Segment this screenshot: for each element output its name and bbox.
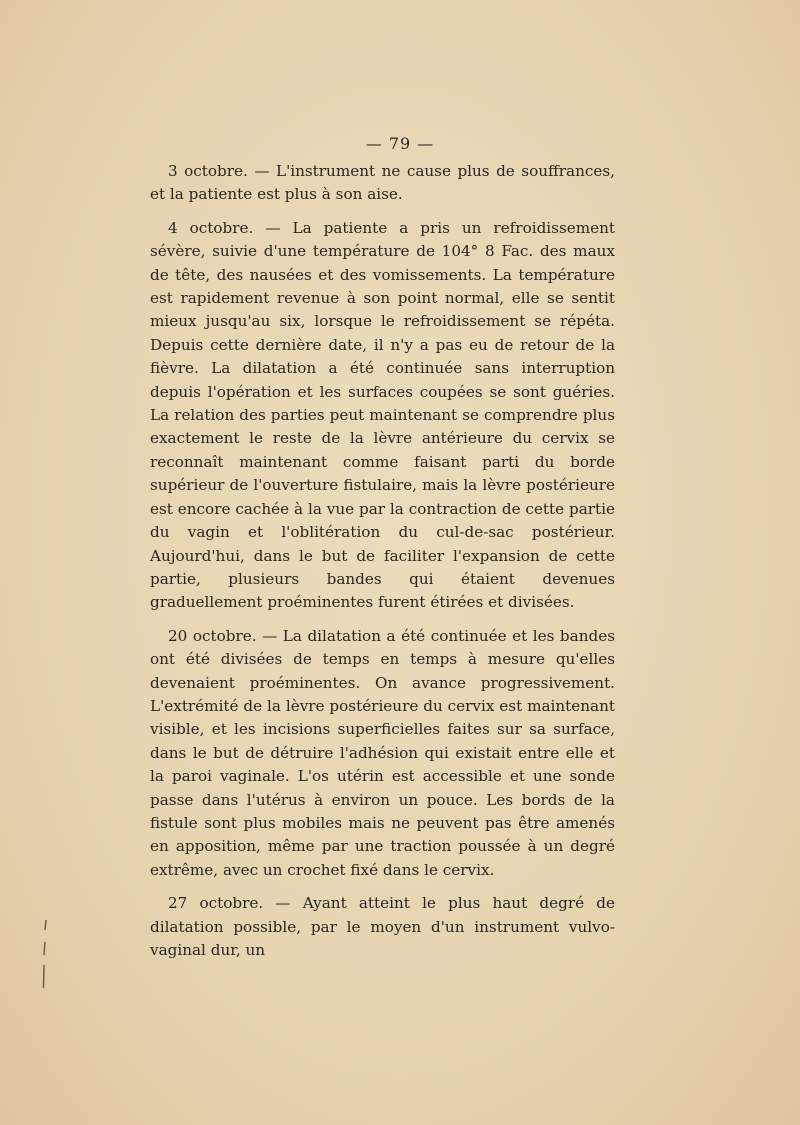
paragraph-27-octobre: 27 octobre. — Ayant atteint le plus haut degré de dilatation possible, par le moyen d'un instrument vulvo-vaginal dur, un [150, 894, 615, 959]
page-number: — 79 — [365, 134, 435, 153]
body-text [150, 160, 615, 972]
paragraph-20-octobre: 20 octobre. — La dilatation a été continuée et les bandes ont été divisées de temps en temps à mesure qu'elles devenaient proéminentes. On avance progressivement. L'extrémité de la lèvre postérieure du cervix est maintenant visible, et les incisions superficielles faites sur sa surface, dans le but de détruire l'adhésion qui existait entre elle et la paroi vaginale. L'os utérin est accessible et une sonde passe dans l'utérus à environ un pouce. Les bords de la fistule sont plus mobiles mais ne peuvent pas être amenés en apposition, même par une traction poussée à un degré extrême, avec un crochet fixé dans le cervix. [150, 626, 615, 879]
margin-pencil-mark [42, 920, 48, 990]
paragraph-4-octobre: 4 octobre. — La patiente a pris un refroidissement sévère, suivie d'une température de 104° 8 Fac. des maux de tête, des nausées et des vomissements. La température est rapidement revenue à son point normal, elle se sentit mieux jusqu'au six, lorsque le refroidissement se répéta. Depuis cette dernière date, il n'y a pas eu de retour de la fièvre. La dilatation a été continuée sans interruption depuis l'opération et les surfaces coupées se sont guéries. La relation des parties peut maintenant se comprendre plus exactement le reste de la lèvre antérieure du cervix se reconnaît maintenant comme faisant parti du borde supérieur de l'ouverture fistulaire, mais la lèvre postérieure est encore cachée à la vue par la contraction de cette partie du vagin et l'oblitération du cul-de-sac postérieur. Aujourd'hui, dans le but de faciliter l'expansion de cette partie, plusieurs bandes qui étaient devenues graduellement proéminentes furent étirées et divisées. [150, 218, 615, 612]
paragraph-3-octobre: 3 octobre. — L'instrument ne cause plus de souffrances, et la patiente est plus à son aise. [150, 162, 615, 204]
